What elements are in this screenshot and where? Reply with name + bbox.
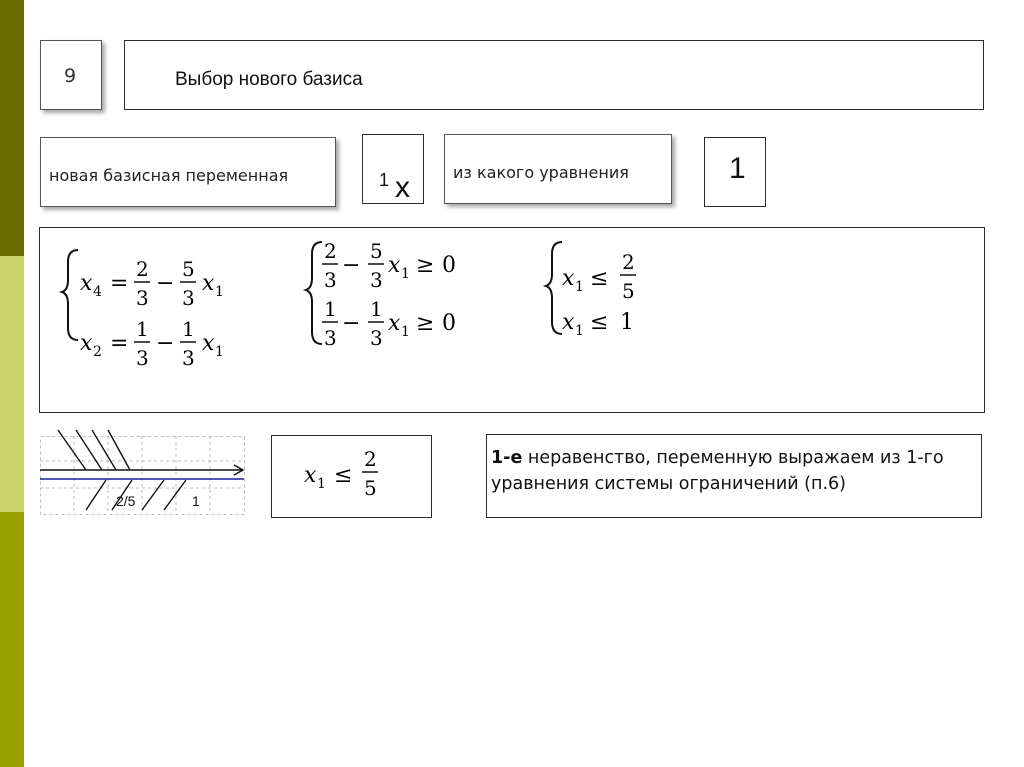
sys1-eq2-lhs: x: [80, 331, 93, 356]
svg-text:≤: ≤: [334, 463, 353, 488]
svg-text:≤: ≤: [590, 310, 609, 335]
svg-text:x: x: [388, 253, 401, 278]
sys1-eq1-lhs: x: [80, 271, 93, 296]
svg-text:x: x: [562, 310, 575, 335]
system-3: [546, 242, 636, 339]
svg-text:3: 3: [370, 268, 383, 292]
new-basic-var-box: [362, 134, 424, 204]
svg-text:3: 3: [324, 326, 337, 350]
svg-text:5: 5: [622, 279, 635, 303]
svg-text:3: 3: [136, 346, 149, 370]
svg-text:1: 1: [136, 317, 149, 341]
svg-text:0: 0: [442, 311, 456, 336]
explanation-box: [486, 434, 982, 518]
svg-text:x: x: [202, 331, 215, 356]
system-2: [306, 239, 456, 350]
svg-text:1: 1: [215, 344, 224, 360]
svg-text:0: 0: [442, 253, 456, 278]
svg-text:3: 3: [324, 268, 337, 292]
system-1: [62, 250, 224, 370]
svg-text:5: 5: [364, 476, 377, 500]
svg-text:2: 2: [93, 344, 102, 360]
equation-number: 1: [729, 152, 746, 185]
svg-text:≥: ≥: [416, 311, 435, 336]
svg-text:1: 1: [324, 297, 337, 321]
explanation-text: [491, 445, 977, 497]
svg-text:1: 1: [401, 266, 410, 282]
equation-number-box: [704, 137, 766, 207]
svg-text:≤: ≤: [590, 266, 609, 291]
number-line-label-1: 1: [192, 493, 200, 509]
svg-text:1: 1: [575, 279, 584, 295]
equation-label: из какого уравнения: [453, 163, 629, 182]
svg-text:3: 3: [182, 286, 195, 310]
svg-text:x: x: [202, 271, 215, 296]
svg-text:1: 1: [182, 317, 195, 341]
step-number-box: [40, 40, 102, 110]
hatch-lower: [86, 480, 186, 510]
svg-text:2: 2: [136, 257, 149, 281]
svg-text:1: 1: [575, 323, 584, 339]
accent-strip-top: [0, 0, 24, 256]
svg-text:x: x: [562, 266, 575, 291]
svg-text:x: x: [304, 463, 317, 488]
svg-text:4: 4: [93, 284, 102, 300]
svg-text:5: 5: [182, 257, 195, 281]
title-box: [124, 40, 984, 110]
accent-strip-middle: [0, 256, 24, 512]
new-basic-label: новая базисная переменная: [49, 166, 289, 185]
svg-text:2: 2: [622, 250, 635, 274]
new-basic-label-box: [40, 137, 336, 207]
svg-text:−: −: [156, 271, 175, 296]
svg-text:1: 1: [401, 324, 410, 340]
svg-text:3: 3: [370, 326, 383, 350]
svg-text:2: 2: [324, 239, 337, 263]
systems-box: [39, 227, 985, 413]
svg-text:1: 1: [215, 284, 224, 300]
number-line-label-2-5: 2/5: [116, 493, 136, 509]
new-basic-var: x $_1$: [379, 170, 410, 204]
svg-text:5: 5: [370, 239, 383, 263]
accent-strip-bottom: [0, 512, 24, 767]
systems-formulas: [40, 228, 984, 412]
svg-text:1: 1: [620, 310, 634, 335]
svg-text:=: =: [110, 271, 129, 296]
svg-text:1: 1: [317, 476, 326, 492]
svg-text:2: 2: [364, 447, 377, 471]
svg-text:−: −: [342, 253, 361, 278]
slide-title: Выбор нового базиса: [175, 69, 363, 90]
number-line: [40, 428, 248, 520]
svg-text:=: =: [110, 331, 129, 356]
svg-text:−: −: [342, 311, 361, 336]
svg-text:x: x: [388, 311, 401, 336]
svg-text:3: 3: [182, 346, 195, 370]
svg-text:≥: ≥: [416, 253, 435, 278]
step-number: 9: [64, 65, 77, 87]
equation-label-box: [444, 134, 672, 204]
svg-text:1: 1: [370, 297, 383, 321]
svg-text:−: −: [156, 331, 175, 356]
explanation-bold: 1-е: [491, 448, 523, 468]
svg-text:3: 3: [136, 286, 149, 310]
explanation-rest: неравенство, переменную выражаем из 1-го уравнения системы ограничений (п.6): [491, 448, 944, 494]
result-inequality: [272, 436, 430, 516]
result-inequality-box: [271, 435, 432, 518]
